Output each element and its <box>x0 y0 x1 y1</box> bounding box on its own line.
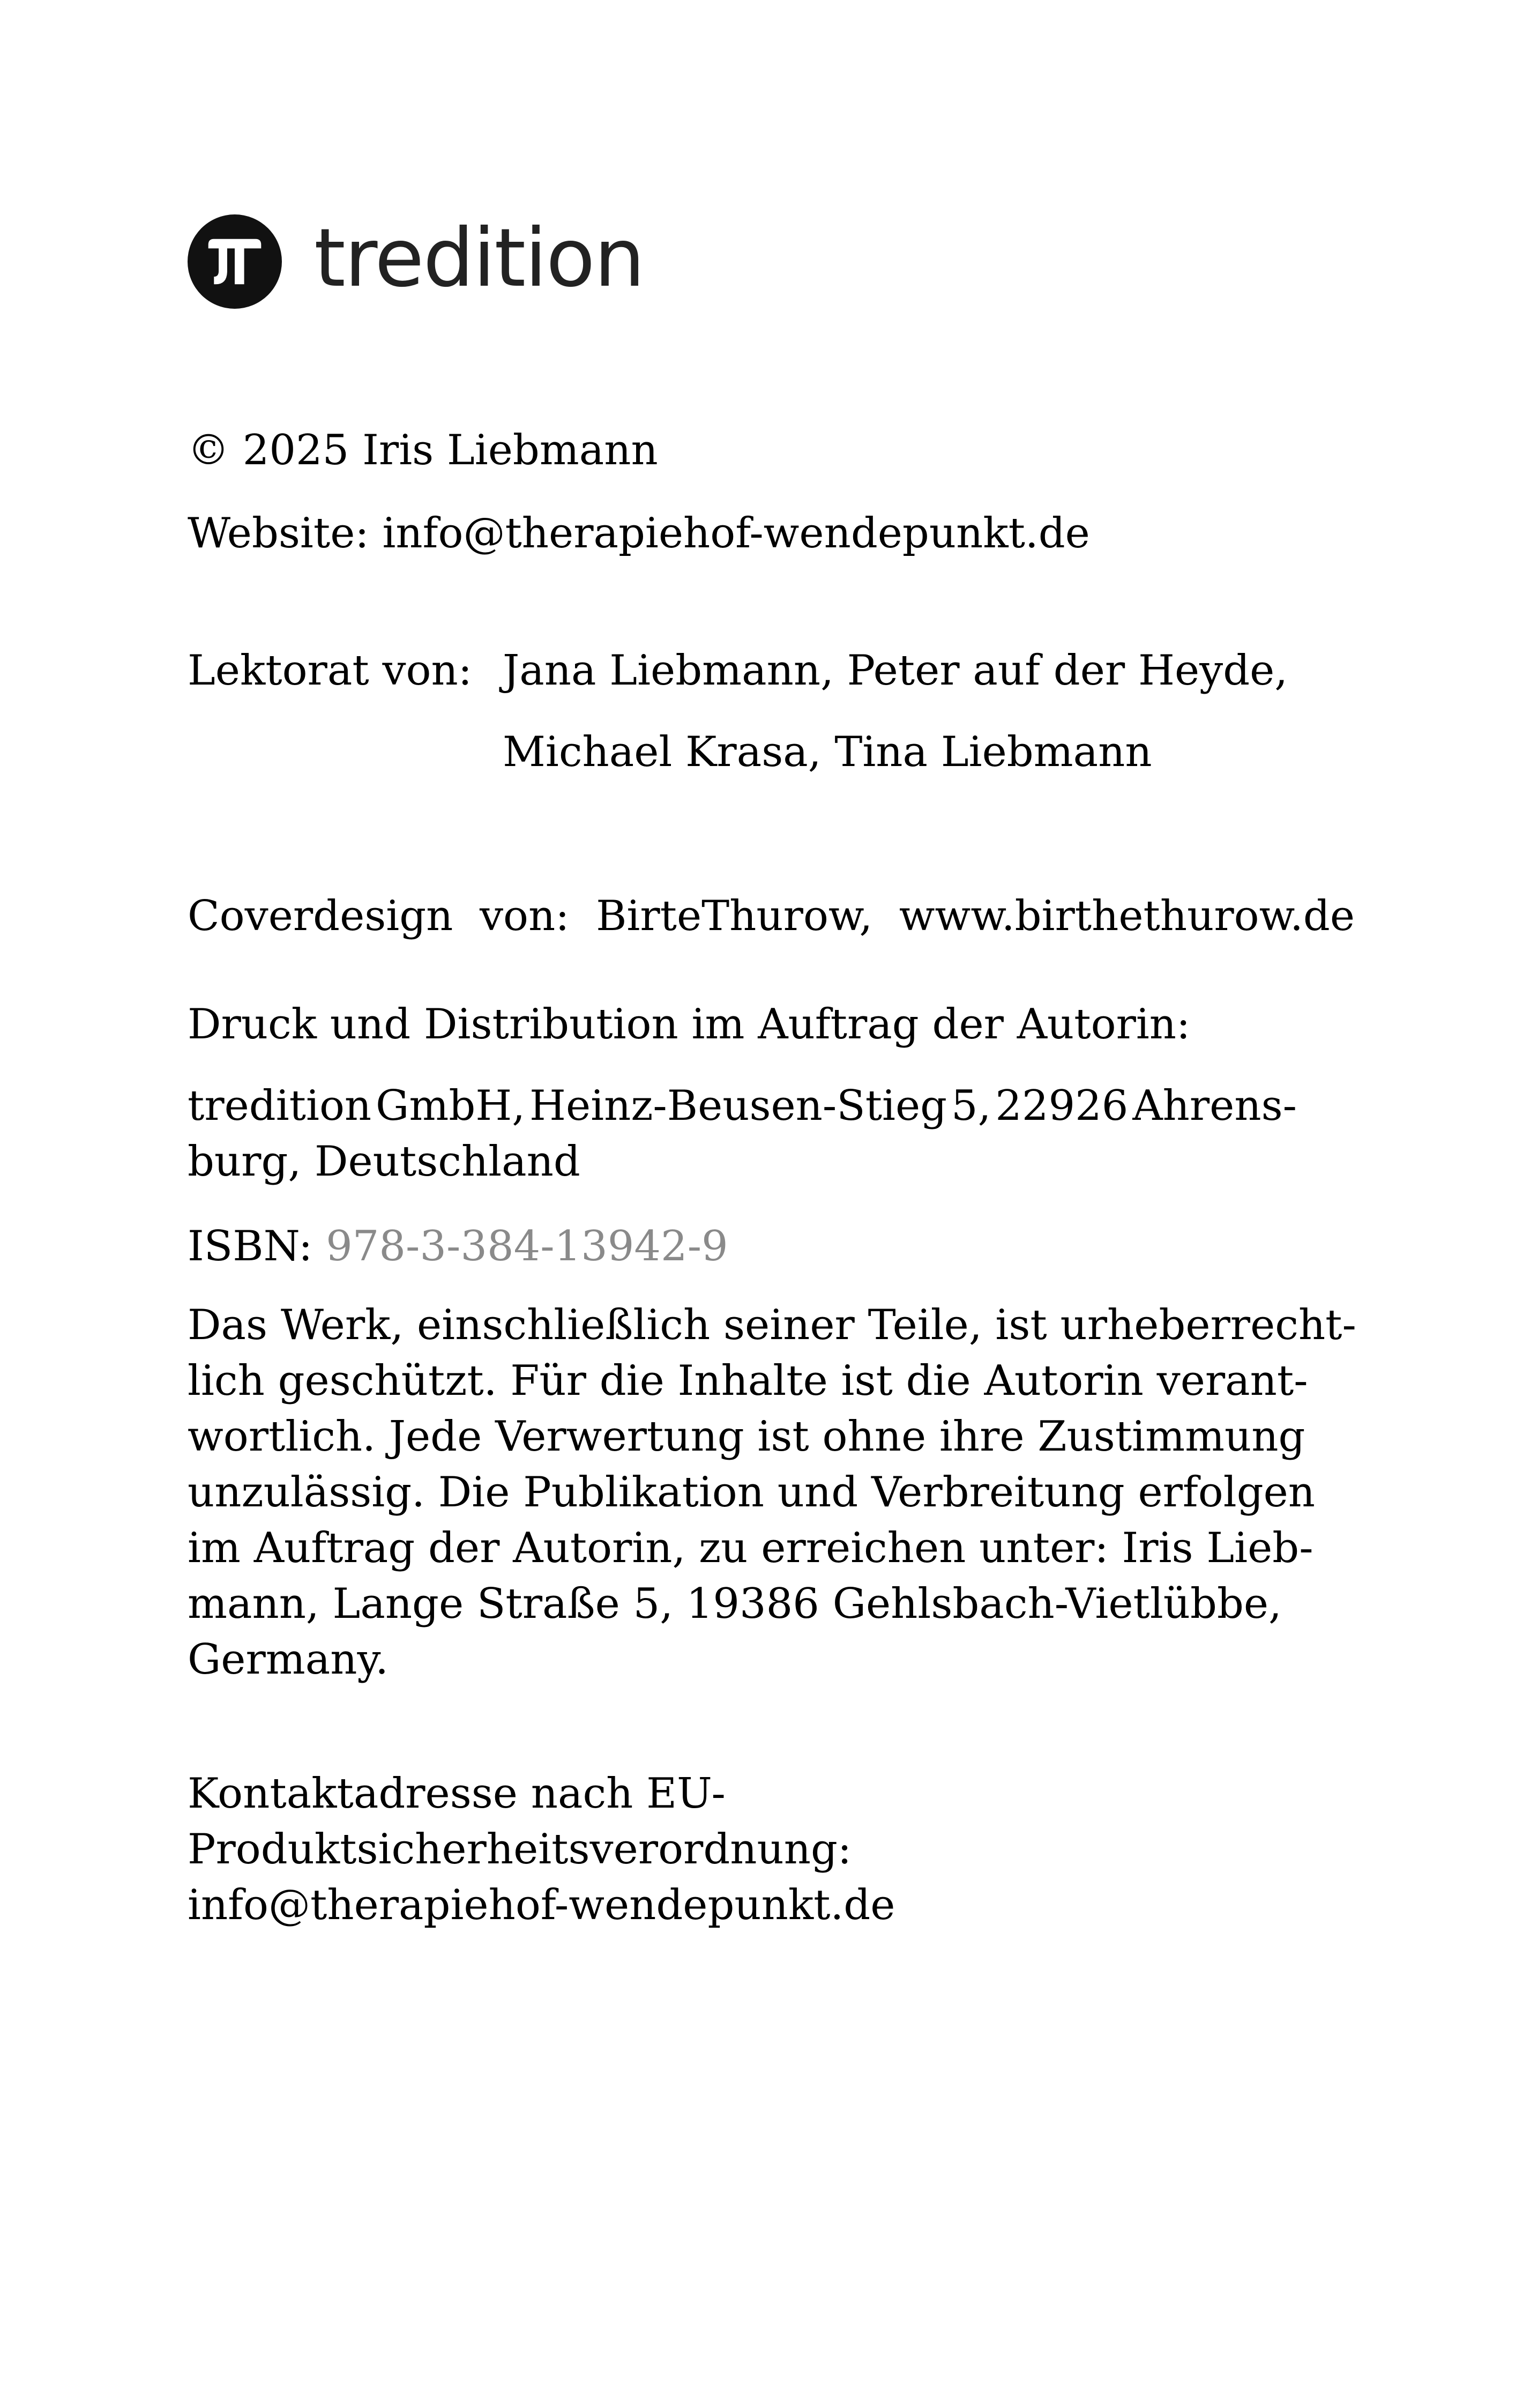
isbn-label: ISBN: <box>188 1222 326 1270</box>
rights-line: wortlich. Jede Verwertung ist ohne ihre Zustimmung <box>188 1413 1305 1461</box>
druck-heading: Druck und Distribution im Auftrag der Autorin: <box>188 1000 1191 1049</box>
lektorat-name-line: Michael Krasa, Tina Liebmann <box>503 728 1152 776</box>
contact-line: Produktsicherheitsverordnung: <box>188 1825 852 1874</box>
rights-line: Germany. <box>188 1636 389 1684</box>
publisher-address-line: burg, Deutschland <box>188 1138 580 1186</box>
contact-email: info@therapiehof-wendepunkt.de <box>188 1881 895 1929</box>
publisher-address-line <box>188 1078 1297 1134</box>
address-word: 5, <box>951 1082 991 1130</box>
lektorat-name-line: Jana Liebmann, Peter auf der Heyde, <box>503 646 1288 695</box>
lektorat-names <box>503 630 1288 793</box>
rights-line: mann, Lange Straße 5, 19386 Gehlsbach-Vietlübbe, <box>188 1580 1282 1628</box>
tredition-logo-icon <box>188 214 282 309</box>
address-word: Ahrens- <box>1132 1082 1297 1130</box>
rights-paragraph <box>188 1297 1356 1688</box>
copyright-line: © 2025 Iris Liebmann <box>188 426 658 474</box>
rights-line: unzulässig. Die Publikation und Verbreitung erfolgen <box>188 1468 1316 1517</box>
isbn-line <box>188 1218 728 1275</box>
rights-line: Das Werk, einschließlich seiner Teile, ist urheberrecht- <box>188 1301 1356 1349</box>
publisher-address <box>188 1078 1313 1190</box>
rights-line: lich geschützt. Für die Inhalte ist die Autorin verant- <box>188 1357 1308 1405</box>
coverdesign-line: Coverdesign von: BirteThurow, www.birthethurow.de <box>188 892 1355 940</box>
isbn-number: 978-3-384-13942-9 <box>326 1222 728 1270</box>
logo-wordmark: tredition <box>314 212 644 305</box>
address-word: Heinz-Beusen-Stieg <box>529 1082 947 1130</box>
rights-line: im Auftrag der Autorin, zu erreichen unter: Iris Lieb- <box>188 1524 1313 1572</box>
contact-paragraph <box>188 1766 1313 1933</box>
contact-line: Kontaktadresse nach EU- <box>188 1770 726 1818</box>
publisher-logo <box>188 213 644 310</box>
address-word: tredition <box>188 1082 372 1130</box>
website-line: Website: info@therapiehof-wendepunkt.de <box>188 509 1090 558</box>
address-word: GmbH, <box>376 1082 526 1130</box>
address-word: 22926 <box>995 1082 1129 1130</box>
lektorat-label: Lektorat von: <box>188 646 472 695</box>
